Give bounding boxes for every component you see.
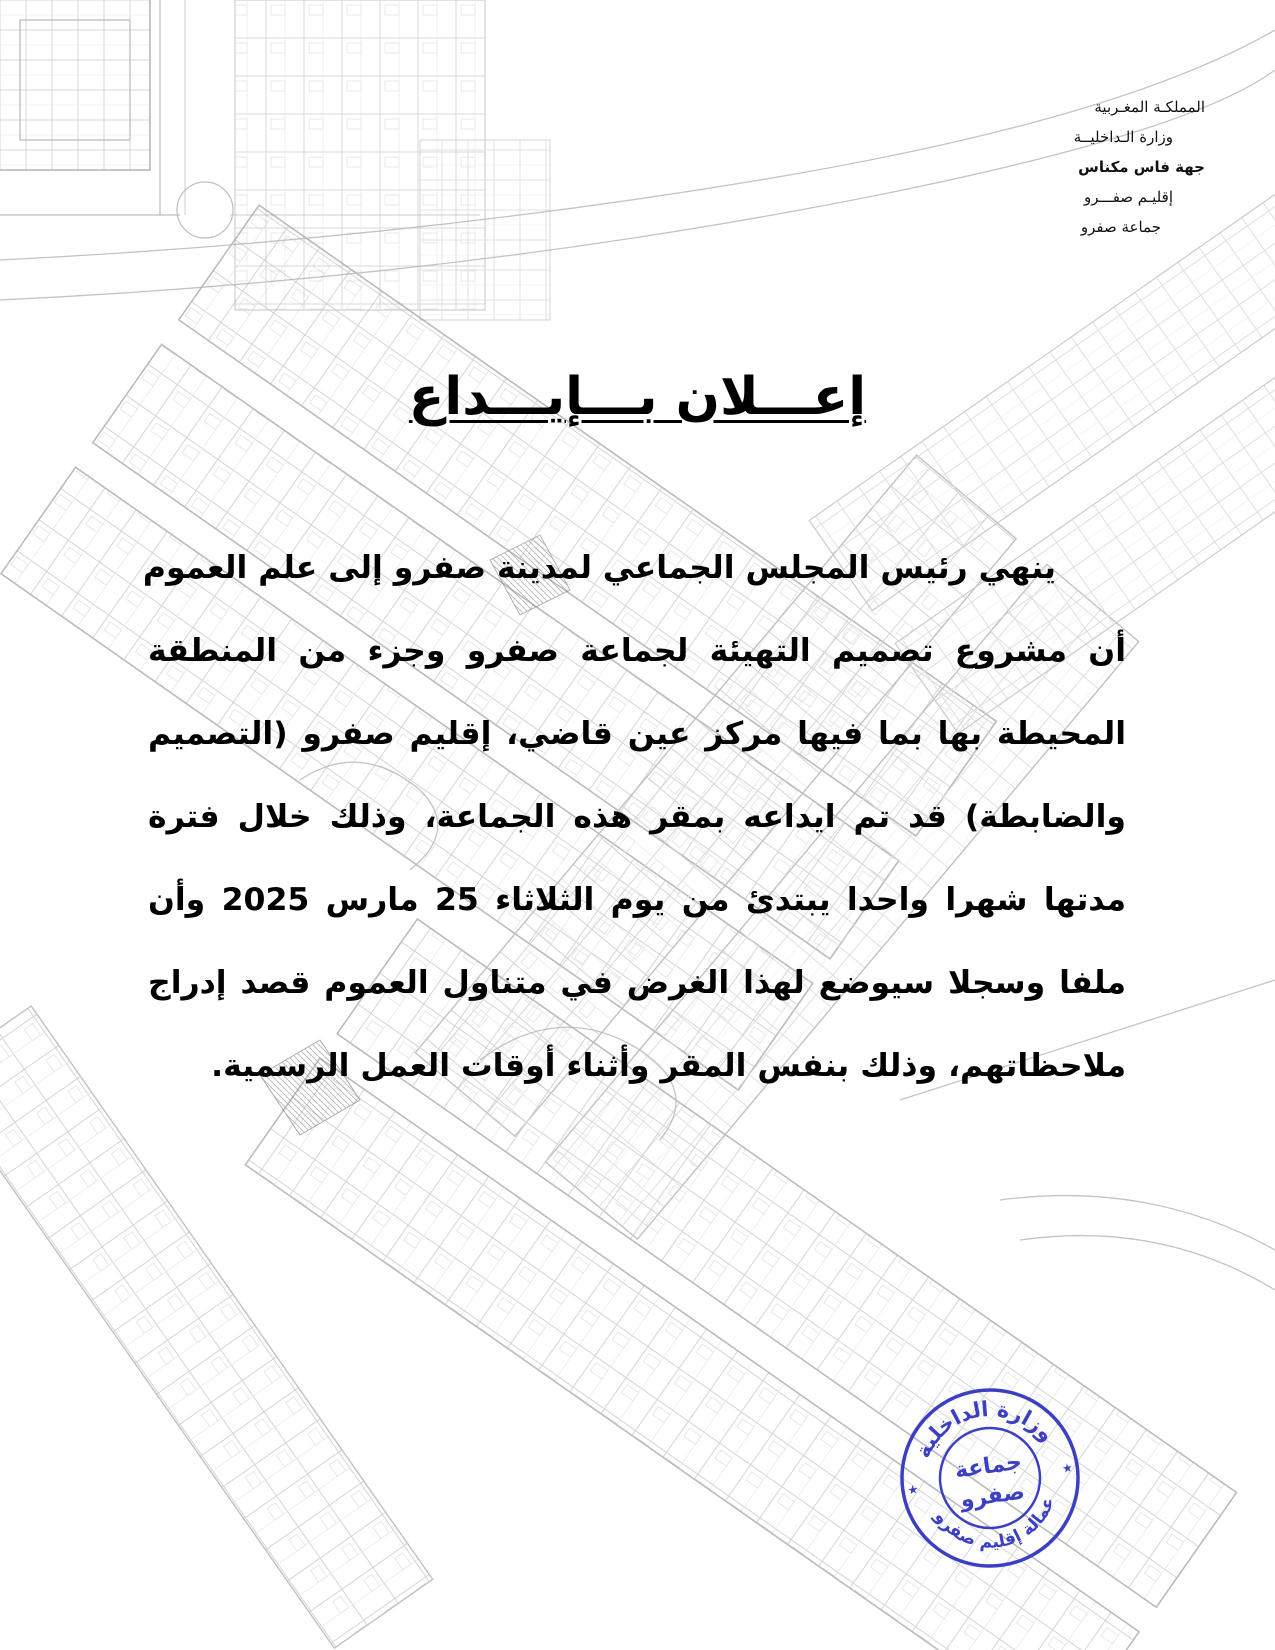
header-ministry: وزارة الـداخليــة — [1073, 128, 1173, 146]
header-region: جهة فاس مكناس — [1078, 158, 1205, 176]
stamp-center-line2: صفرو — [958, 1479, 1027, 1514]
document-title: إعـــلان بـــإيـــداع — [408, 367, 867, 427]
body-line: ملفا وسجلا سيوضع لهذا الغرض في متناول العموم قصد إدراج — [148, 965, 1126, 1001]
header-kingdom: المملكـة المغـربية — [1094, 98, 1205, 116]
body-line: أن مشروع تصميم التهيئة لجماعة صفرو وجزء من المنطقة — [148, 633, 1126, 669]
body-line: والضابطة) قد تم ايداعه بمقر هذه الجماعة، وذلك خلال فترة — [148, 799, 1126, 835]
notice-body — [142, 527, 1126, 1108]
body-line: ينهي رئيس المجلس الجماعي لمدينة صفرو إلى علم العموم — [142, 550, 1056, 586]
stamp-outer-bottom-text: عمالة إقليم صفرو — [930, 1494, 1059, 1553]
body-line: المحيطة بها بما فيها مركز عين قاضي، إقليم صفرو (التصميم — [148, 716, 1126, 752]
stamp-center-line1: جماعة — [953, 1449, 1024, 1484]
official-stamp — [895, 1383, 1085, 1573]
stamp-star-right: ★ — [1061, 1460, 1074, 1476]
body-line: مدتها شهرا واحدا يبتدئ من يوم الثلاثاء 25 مارس 2025 وأن — [148, 882, 1126, 918]
header-commune: جماعة صفرو — [1080, 218, 1161, 236]
header-province: إقليـم صفـــرو — [1083, 188, 1173, 206]
stamp-outer-top-text: وزارة الداخلية — [910, 1396, 1059, 1462]
body-line: ملاحظاتهم، وذلك بنفس المقر وأثناء أوقات العمل الرسمية. — [211, 1048, 1126, 1084]
stamp-star-left: ★ — [906, 1482, 920, 1498]
issuing-authority-header — [975, 92, 1205, 242]
